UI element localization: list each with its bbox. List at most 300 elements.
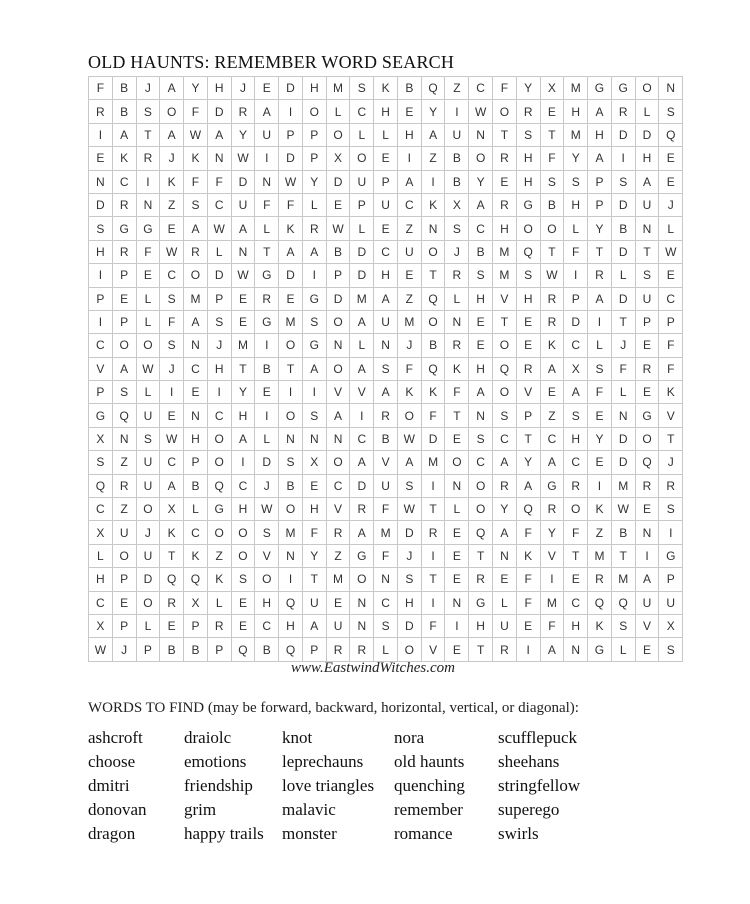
word-item: emotions <box>184 752 247 771</box>
grid-cell: R <box>302 217 326 240</box>
grid-cell: I <box>255 404 279 427</box>
grid-cell: D <box>611 123 635 146</box>
grid-cell: C <box>231 474 255 497</box>
grid-cell: U <box>374 310 398 333</box>
grid-cell: I <box>89 264 113 287</box>
grid-cell: X <box>540 77 564 100</box>
grid-cell: A <box>635 568 659 591</box>
grid-cell: V <box>255 544 279 567</box>
grid-cell: L <box>136 381 160 404</box>
grid-cell: T <box>635 240 659 263</box>
grid-cell: L <box>302 193 326 216</box>
grid-cell: C <box>89 498 113 521</box>
grid-cell: A <box>421 123 445 146</box>
grid-cell: I <box>421 544 445 567</box>
word-item: sheehans <box>498 752 560 771</box>
grid-cell: D <box>564 310 588 333</box>
grid-cell: K <box>588 614 612 637</box>
grid-cell: V <box>89 357 113 380</box>
grid-cell: U <box>350 170 374 193</box>
grid-cell: P <box>302 638 326 661</box>
grid-cell: D <box>231 170 255 193</box>
grid-cell: S <box>516 123 540 146</box>
grid-cell: U <box>231 193 255 216</box>
grid-cell: N <box>374 334 398 357</box>
grid-cell: S <box>564 170 588 193</box>
grid-cell: I <box>255 147 279 170</box>
word-item: remember <box>394 800 463 819</box>
grid-cell: J <box>397 544 421 567</box>
grid-row <box>89 357 683 380</box>
grid-cell: E <box>659 170 683 193</box>
grid-cell: O <box>184 264 208 287</box>
grid-cell: I <box>445 614 469 637</box>
grid-cell: F <box>421 404 445 427</box>
word-item: quenching <box>394 776 465 795</box>
grid-cell: L <box>611 264 635 287</box>
grid-cell: U <box>112 521 136 544</box>
instructions: WORDS TO FIND (may be forward, backward, horizontal, vertical, or diagonal): <box>88 700 579 716</box>
grid-cell: F <box>374 544 398 567</box>
grid-cell: B <box>326 240 350 263</box>
grid-cell: K <box>421 381 445 404</box>
word-item: monster <box>282 824 337 843</box>
grid-cell: U <box>302 591 326 614</box>
grid-cell: E <box>160 404 184 427</box>
grid-cell: X <box>89 521 113 544</box>
grid-cell: S <box>516 264 540 287</box>
grid-cell: T <box>469 638 493 661</box>
grid-cell: L <box>207 591 231 614</box>
grid-cell: Y <box>588 217 612 240</box>
grid-cell: N <box>350 614 374 637</box>
word-column <box>394 726 465 846</box>
grid-cell: M <box>279 310 303 333</box>
grid-cell: T <box>255 240 279 263</box>
grid-cell: P <box>516 404 540 427</box>
grid-cell: E <box>136 264 160 287</box>
grid-cell: A <box>255 100 279 123</box>
grid-cell: A <box>469 193 493 216</box>
grid-cell: H <box>516 147 540 170</box>
grid-cell: E <box>588 451 612 474</box>
grid-cell: O <box>445 451 469 474</box>
grid-cell: Z <box>397 217 421 240</box>
grid-cell: Y <box>469 170 493 193</box>
grid-cell: Q <box>231 638 255 661</box>
grid-cell: L <box>184 498 208 521</box>
grid-cell: D <box>279 147 303 170</box>
grid-cell: O <box>112 334 136 357</box>
grid-cell: A <box>160 123 184 146</box>
grid-cell: R <box>493 638 517 661</box>
page-title: OLD HAUNTS: REMEMBER WORD SEARCH <box>88 52 455 72</box>
grid-cell: P <box>374 170 398 193</box>
grid-cell: Y <box>184 77 208 100</box>
grid-cell: H <box>635 147 659 170</box>
grid-cell: A <box>350 357 374 380</box>
grid-cell: I <box>635 544 659 567</box>
word-column <box>282 726 374 846</box>
grid-cell: S <box>89 217 113 240</box>
grid-cell: H <box>207 357 231 380</box>
grid-cell: E <box>493 568 517 591</box>
grid-cell: Z <box>445 77 469 100</box>
grid-cell: O <box>493 334 517 357</box>
grid-cell: G <box>469 591 493 614</box>
word-item: ashcroft <box>88 728 143 747</box>
grid-cell: R <box>445 334 469 357</box>
grid-cell: S <box>184 193 208 216</box>
grid-cell: N <box>469 404 493 427</box>
grid-cell: L <box>445 498 469 521</box>
grid-row <box>89 123 683 146</box>
grid-cell: A <box>279 240 303 263</box>
grid-row <box>89 614 683 637</box>
grid-cell: L <box>659 217 683 240</box>
grid-cell: E <box>445 544 469 567</box>
word-item: dmitri <box>88 776 130 795</box>
grid-cell: E <box>493 170 517 193</box>
grid-cell: H <box>255 591 279 614</box>
grid-cell: F <box>397 357 421 380</box>
grid-cell: C <box>350 427 374 450</box>
grid-cell: Z <box>397 287 421 310</box>
grid-row <box>89 521 683 544</box>
grid-cell: U <box>635 287 659 310</box>
grid-cell: W <box>326 217 350 240</box>
grid-cell: Q <box>493 357 517 380</box>
grid-cell: A <box>540 357 564 380</box>
grid-cell: E <box>160 614 184 637</box>
grid-cell: N <box>89 170 113 193</box>
grid-cell: M <box>540 591 564 614</box>
grid-cell: V <box>659 404 683 427</box>
grid-cell: E <box>516 310 540 333</box>
word-item: draiolc <box>184 728 232 747</box>
grid-cell: D <box>611 193 635 216</box>
grid-cell: O <box>493 100 517 123</box>
grid-cell: J <box>160 357 184 380</box>
grid-cell: R <box>588 264 612 287</box>
grid-cell: J <box>207 334 231 357</box>
grid-cell: A <box>350 521 374 544</box>
grid-cell: A <box>302 240 326 263</box>
word-item: knot <box>282 728 313 747</box>
grid-cell: W <box>611 498 635 521</box>
word-item: choose <box>88 752 136 771</box>
grid-cell: K <box>112 147 136 170</box>
grid-cell: Y <box>302 544 326 567</box>
grid-cell: A <box>493 451 517 474</box>
grid-cell: B <box>255 357 279 380</box>
grid-cell: U <box>136 404 160 427</box>
grid-cell: E <box>112 591 136 614</box>
grid-cell: V <box>326 498 350 521</box>
grid-cell: H <box>302 77 326 100</box>
grid-cell: X <box>659 614 683 637</box>
grid-cell: R <box>89 100 113 123</box>
grid-row <box>89 591 683 614</box>
grid-cell: F <box>184 100 208 123</box>
grid-cell: X <box>326 147 350 170</box>
grid-cell: T <box>516 427 540 450</box>
grid-row <box>89 427 683 450</box>
grid-cell: S <box>302 404 326 427</box>
grid-cell: C <box>564 451 588 474</box>
grid-cell: A <box>160 474 184 497</box>
grid-cell: E <box>279 287 303 310</box>
grid-cell: E <box>326 193 350 216</box>
grid-cell: R <box>326 521 350 544</box>
grid-cell: E <box>564 568 588 591</box>
grid-cell: K <box>207 568 231 591</box>
grid-cell: W <box>255 498 279 521</box>
grid-cell: H <box>493 217 517 240</box>
grid-cell: A <box>112 357 136 380</box>
grid-cell: H <box>89 568 113 591</box>
grid-cell: P <box>207 287 231 310</box>
word-item: dragon <box>88 824 136 843</box>
grid-cell: K <box>540 334 564 357</box>
grid-cell: E <box>184 381 208 404</box>
grid-cell: R <box>540 287 564 310</box>
word-item: nora <box>394 728 425 747</box>
grid-cell: X <box>89 427 113 450</box>
grid-cell: Y <box>493 498 517 521</box>
grid-cell: B <box>374 427 398 450</box>
grid-cell: L <box>445 287 469 310</box>
grid-cell: K <box>516 544 540 567</box>
grid-cell: I <box>611 147 635 170</box>
grid-cell: O <box>350 147 374 170</box>
grid-cell: H <box>516 170 540 193</box>
grid-cell: N <box>445 310 469 333</box>
grid-cell: I <box>588 310 612 333</box>
grid-cell: R <box>635 474 659 497</box>
grid-cell: Q <box>588 591 612 614</box>
grid-cell: S <box>659 638 683 661</box>
grid-cell: E <box>160 217 184 240</box>
grid-cell: V <box>635 614 659 637</box>
grid-cell: E <box>326 591 350 614</box>
grid-cell: D <box>255 451 279 474</box>
grid-cell: Q <box>469 521 493 544</box>
grid-cell: E <box>445 427 469 450</box>
grid-cell: A <box>588 287 612 310</box>
grid-row <box>89 404 683 427</box>
grid-cell: R <box>493 147 517 170</box>
grid-row <box>89 147 683 170</box>
grid-cell: P <box>350 193 374 216</box>
grid-cell: R <box>326 638 350 661</box>
grid-cell: B <box>160 638 184 661</box>
grid-cell: Q <box>635 451 659 474</box>
grid-cell: K <box>397 381 421 404</box>
grid-cell: E <box>445 638 469 661</box>
grid-cell: K <box>160 170 184 193</box>
grid-cell: I <box>160 381 184 404</box>
grid-cell: L <box>350 123 374 146</box>
grid-cell: V <box>493 287 517 310</box>
grid-cell: H <box>516 287 540 310</box>
grid-cell: O <box>112 544 136 567</box>
grid-cell: R <box>493 474 517 497</box>
grid-cell: J <box>611 334 635 357</box>
grid-cell: Q <box>89 474 113 497</box>
grid-cell: G <box>588 638 612 661</box>
grid-cell: A <box>588 147 612 170</box>
grid-cell: O <box>326 451 350 474</box>
grid-cell: U <box>136 474 160 497</box>
grid-cell: O <box>207 451 231 474</box>
word-column <box>184 726 264 846</box>
grid-cell: I <box>255 334 279 357</box>
grid-cell: E <box>231 287 255 310</box>
word-item: swirls <box>498 824 539 843</box>
grid-cell: E <box>635 334 659 357</box>
grid-cell: K <box>588 498 612 521</box>
grid-cell: L <box>588 334 612 357</box>
grid-cell: C <box>184 357 208 380</box>
grid-cell: M <box>588 544 612 567</box>
grid-cell: J <box>659 451 683 474</box>
grid-cell: I <box>421 591 445 614</box>
grid-cell: W <box>160 240 184 263</box>
grid-cell: Z <box>207 544 231 567</box>
grid-cell: B <box>184 638 208 661</box>
grid-cell: C <box>207 404 231 427</box>
grid-cell: K <box>374 77 398 100</box>
grid-cell: M <box>326 568 350 591</box>
grid-cell: W <box>231 264 255 287</box>
grid-cell: R <box>659 474 683 497</box>
grid-row <box>89 498 683 521</box>
grid-cell: E <box>397 100 421 123</box>
grid-cell: L <box>374 123 398 146</box>
grid-cell: Q <box>160 568 184 591</box>
grid-cell: T <box>302 568 326 591</box>
grid-cell: R <box>112 474 136 497</box>
word-item: happy trails <box>184 824 264 843</box>
grid-cell: H <box>469 614 493 637</box>
grid-cell: O <box>136 334 160 357</box>
grid-cell: O <box>397 638 421 661</box>
grid-cell: E <box>302 474 326 497</box>
grid-cell: R <box>374 404 398 427</box>
grid-cell: L <box>611 638 635 661</box>
grid-cell: U <box>493 614 517 637</box>
grid-cell: A <box>397 451 421 474</box>
grid-cell: Z <box>112 498 136 521</box>
grid-row <box>89 217 683 240</box>
grid-cell: E <box>516 334 540 357</box>
grid-cell: I <box>89 123 113 146</box>
word-item: scufflepuck <box>498 728 577 747</box>
grid-cell: E <box>635 498 659 521</box>
grid-row <box>89 310 683 333</box>
grid-cell: C <box>326 474 350 497</box>
grid-cell: E <box>112 287 136 310</box>
grid-cell: R <box>469 568 493 591</box>
grid-cell: L <box>136 614 160 637</box>
grid-cell: G <box>207 498 231 521</box>
grid-cell: A <box>516 474 540 497</box>
grid-cell: R <box>516 357 540 380</box>
grid-cell: S <box>564 404 588 427</box>
grid-cell: J <box>136 521 160 544</box>
grid-cell: H <box>564 100 588 123</box>
grid-cell: P <box>659 310 683 333</box>
grid-cell: I <box>540 568 564 591</box>
grid-cell: L <box>350 334 374 357</box>
grid-cell: F <box>279 193 303 216</box>
grid-cell: S <box>160 287 184 310</box>
grid-cell: R <box>136 147 160 170</box>
grid-cell: Z <box>588 521 612 544</box>
grid-cell: H <box>374 100 398 123</box>
grid-cell: H <box>231 498 255 521</box>
grid-cell: S <box>659 100 683 123</box>
grid-cell: J <box>397 334 421 357</box>
grid-cell: S <box>231 568 255 591</box>
word-item: old haunts <box>394 752 465 771</box>
grid-cell: A <box>207 123 231 146</box>
grid-cell: Y <box>516 77 540 100</box>
grid-cell: T <box>564 544 588 567</box>
grid-cell: K <box>659 381 683 404</box>
grid-cell: D <box>207 100 231 123</box>
grid-cell: D <box>279 77 303 100</box>
grid-cell: M <box>374 521 398 544</box>
grid-cell: P <box>112 614 136 637</box>
grid-cell: O <box>255 568 279 591</box>
grid-cell: C <box>564 334 588 357</box>
grid-cell: O <box>635 427 659 450</box>
grid-cell: Y <box>540 521 564 544</box>
grid-cell: W <box>469 100 493 123</box>
grid-cell: I <box>516 638 540 661</box>
grid-cell: X <box>564 357 588 380</box>
grid-cell: I <box>89 310 113 333</box>
grid-cell: D <box>326 287 350 310</box>
grid-cell: V <box>516 381 540 404</box>
grid-cell: L <box>350 217 374 240</box>
grid-cell: H <box>279 614 303 637</box>
grid-cell: N <box>611 404 635 427</box>
grid-cell: L <box>374 638 398 661</box>
grid-cell: E <box>231 614 255 637</box>
grid-cell: U <box>635 591 659 614</box>
grid-cell: E <box>659 264 683 287</box>
grid-cell: F <box>445 381 469 404</box>
grid-cell: L <box>255 427 279 450</box>
grid-cell: N <box>635 521 659 544</box>
grid-cell: P <box>112 568 136 591</box>
grid-cell: W <box>160 427 184 450</box>
grid-cell: S <box>540 170 564 193</box>
grid-cell: Z <box>160 193 184 216</box>
grid-cell: R <box>184 240 208 263</box>
grid-cell: U <box>136 451 160 474</box>
grid-cell: C <box>374 591 398 614</box>
grid-cell: E <box>635 381 659 404</box>
grid-cell: B <box>445 170 469 193</box>
grid-cell: P <box>112 310 136 333</box>
grid-cell: A <box>112 123 136 146</box>
grid-row <box>89 264 683 287</box>
word-item: love triangles <box>282 776 375 795</box>
